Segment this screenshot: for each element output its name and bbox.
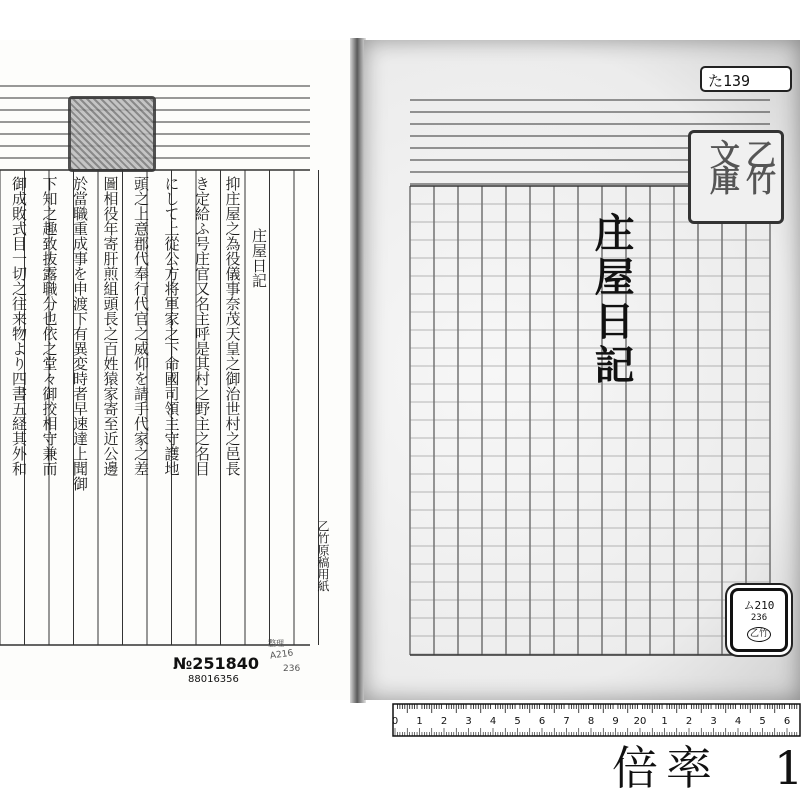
magnification-caption: 倍率 1 bbox=[612, 741, 811, 795]
right-library-seal bbox=[688, 130, 784, 224]
manuscript-column-2: 下知之趣致抜露職分也依之堂々御挍相守兼而 bbox=[40, 176, 59, 476]
ruler-number: 6 bbox=[783, 716, 791, 727]
ruler-number: 0 bbox=[391, 716, 399, 727]
call-number-label bbox=[730, 588, 788, 652]
ruler-number: 5 bbox=[514, 716, 521, 727]
ruler-number: 4 bbox=[489, 716, 497, 727]
ruler-number: 4 bbox=[734, 716, 742, 727]
ruler-number: 1 bbox=[416, 716, 423, 727]
ruler-number: 9 bbox=[612, 716, 619, 727]
catalog-number-prefix: № bbox=[173, 654, 193, 673]
pencil-note-side: 整理 bbox=[268, 639, 284, 648]
manuscript-column-5: 頭之上意郡代奉行代官之威仰を請手代家之差 bbox=[132, 176, 150, 476]
margin-note: 乙竹原稿用紙 bbox=[316, 520, 330, 592]
pencil-note-upper: A216 bbox=[269, 648, 294, 662]
seal-text: 乙竹文庫 bbox=[704, 139, 775, 191]
catalog-number-value: 251840 bbox=[192, 654, 260, 673]
ruler-number: 6 bbox=[538, 716, 546, 727]
ruler-number: 2 bbox=[440, 716, 448, 727]
pencil-note-lower: 236 bbox=[283, 664, 301, 674]
call-label-line1: ム210 bbox=[743, 599, 775, 612]
ruler-number: 3 bbox=[465, 716, 472, 727]
manuscript-column-6: にして上從公方将軍家之下命國司領主守護地 bbox=[162, 176, 181, 476]
left-page-heading: 庄屋日記 bbox=[250, 228, 268, 288]
ruler-number: 5 bbox=[759, 716, 766, 727]
catalog-label: た139 bbox=[700, 66, 792, 92]
document-title: 庄屋日記 bbox=[588, 212, 635, 388]
ruler-number: 8 bbox=[587, 716, 595, 727]
sub-number: 88016356 bbox=[188, 674, 239, 685]
call-label-line3: 乙竹 bbox=[747, 627, 771, 642]
manuscript-column-8: 抑庄屋之為役儀事奈茂天皇之御治世村之邑長 bbox=[223, 176, 242, 476]
manuscript-column-4: 圖相役年寄肝煎組頭長之百姓猿家寄至近公邊 bbox=[101, 176, 120, 476]
manuscript-column-1: 御成敗式目一切之往来物より四書五経其外和 bbox=[10, 176, 28, 476]
measurement-ruler bbox=[393, 704, 800, 738]
ruler-number: 1 bbox=[661, 716, 668, 727]
call-label-line2: 236 bbox=[750, 613, 768, 623]
ruler-number: 20 bbox=[633, 716, 647, 727]
ruler-number: 3 bbox=[710, 716, 717, 727]
ruler-number: 7 bbox=[563, 716, 570, 727]
manuscript-column-7: き定給ふ号庄官又名主呼是其村之野主之名目 bbox=[193, 176, 211, 476]
ruler-number: 2 bbox=[685, 716, 693, 727]
manuscript-column-3: 於當職重成事を申渡下有異変時者早速達上聞御 bbox=[71, 176, 89, 491]
